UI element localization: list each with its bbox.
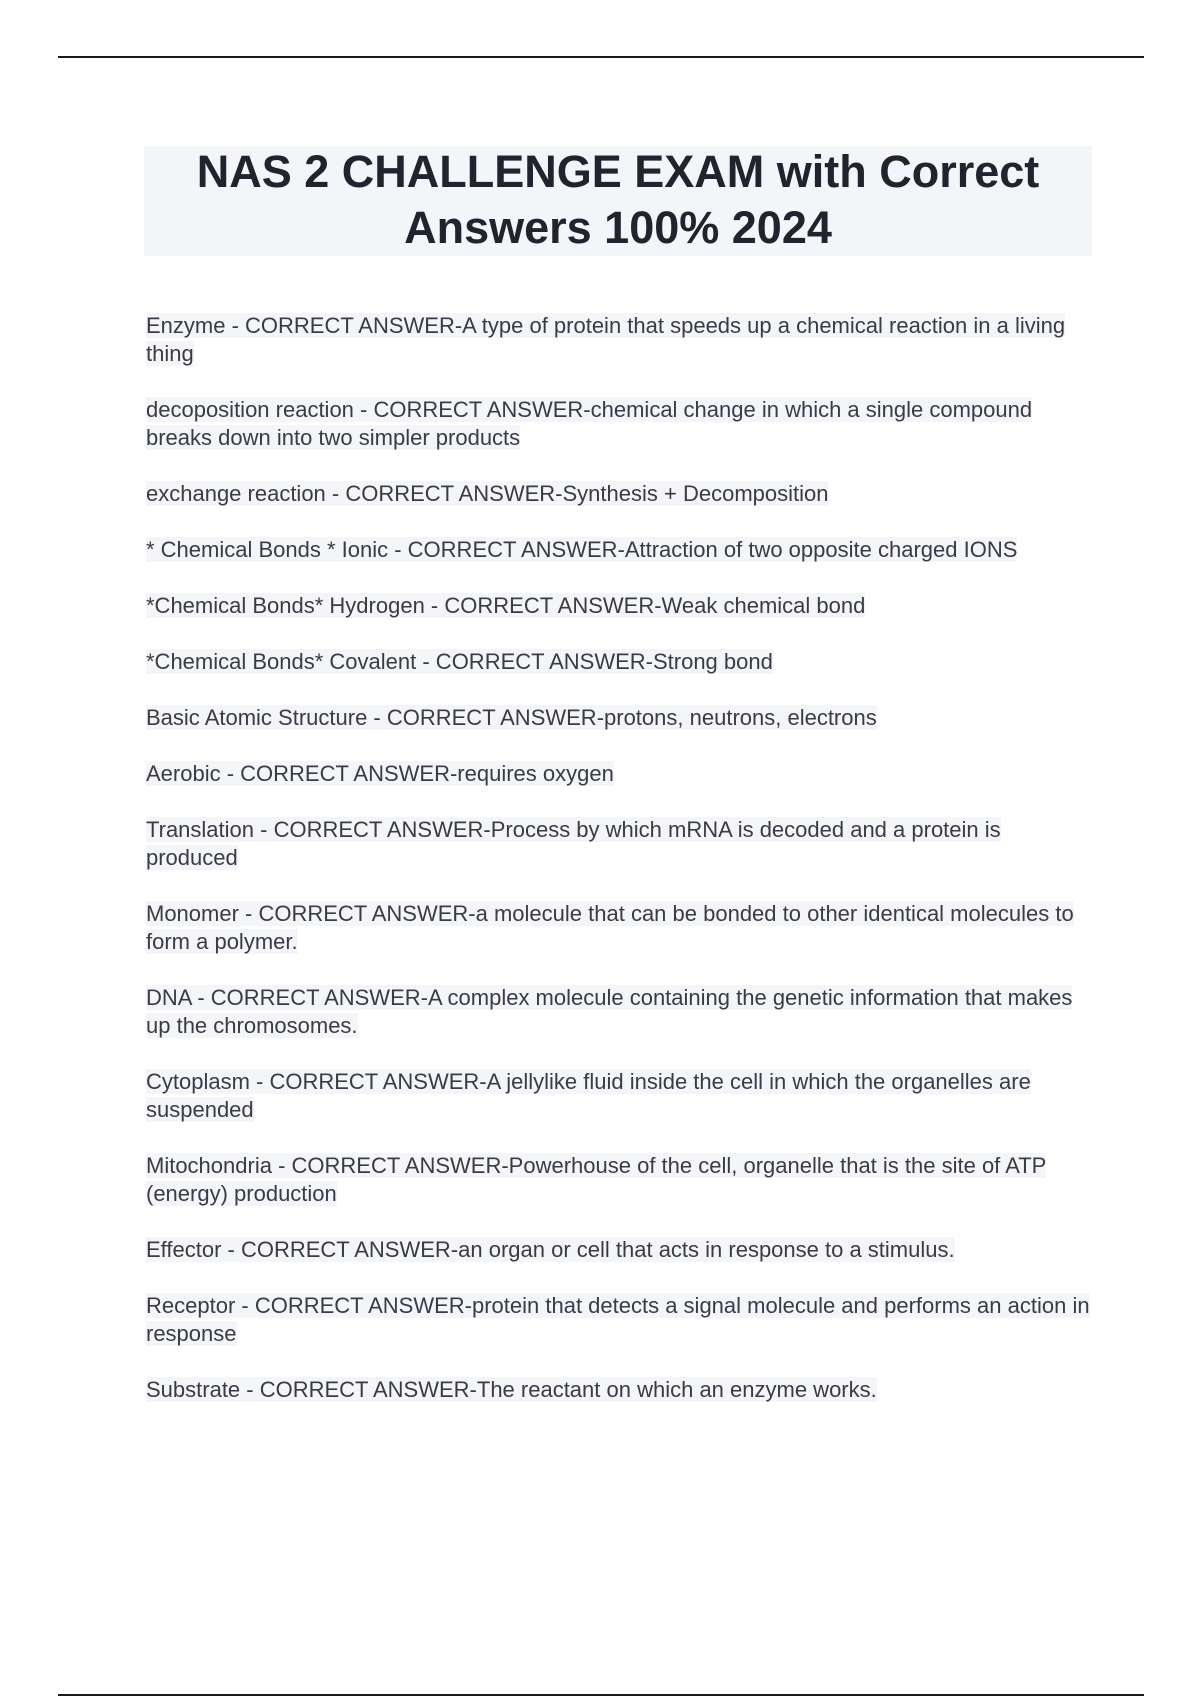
footer-rule (58, 1694, 1144, 1696)
qa-entry-dna (146, 984, 1096, 1040)
qa-entry-cytoplasm (146, 1068, 1096, 1124)
qa-entry-text: Monomer - CORRECT ANSWER-a molecule that can be bonded to other identical molecules to form a polymer. (146, 901, 1074, 954)
qa-entry-mitochondria (146, 1152, 1096, 1208)
qa-entry-text: Mitochondria - CORRECT ANSWER-Powerhouse of the cell, organelle that is the site of ATP (energy) production (146, 1153, 1047, 1206)
qa-entry-text: Aerobic - CORRECT ANSWER-requires oxygen (146, 761, 614, 786)
qa-entry-ionic-bond (146, 536, 1096, 564)
qa-entry-text: *Chemical Bonds* Covalent - CORRECT ANSWER-Strong bond (146, 649, 773, 674)
qa-entry-covalent-bond (146, 648, 1096, 676)
qa-entry-substrate (146, 1376, 1096, 1404)
qa-entry-text: Cytoplasm - CORRECT ANSWER-A jellylike fluid inside the cell in which the organelles are suspended (146, 1069, 1031, 1122)
qa-entry-text: Substrate - CORRECT ANSWER-The reactant on which an enzyme works. (146, 1377, 877, 1402)
qa-entry-text: Basic Atomic Structure - CORRECT ANSWER-protons, neutrons, electrons (146, 705, 877, 730)
qa-entry-enzyme (146, 312, 1096, 368)
qa-entry-receptor (146, 1292, 1096, 1348)
qa-entry-exchange-reaction (146, 480, 1096, 508)
page-title: NAS 2 CHALLENGE EXAM with Correct Answers 100% 2024 (196, 146, 1040, 253)
qa-entry-text: Translation - CORRECT ANSWER-Process by which mRNA is decoded and a protein is produced (146, 817, 1001, 870)
qa-entry-text: Enzyme - CORRECT ANSWER-A type of protein that speeds up a chemical reaction in a living thing (146, 313, 1066, 366)
qa-entry-translation (146, 816, 1096, 872)
qa-entry-hydrogen-bond (146, 592, 1096, 620)
qa-list (146, 312, 1096, 1432)
qa-entry-text: *Chemical Bonds* Hydrogen - CORRECT ANSWER-Weak chemical bond (146, 593, 866, 618)
qa-entry-text: Receptor - CORRECT ANSWER-protein that detects a signal molecule and performs an action in response (146, 1293, 1090, 1346)
qa-entry-aerobic (146, 760, 1096, 788)
qa-entry-text: Effector - CORRECT ANSWER-an organ or cell that acts in response to a stimulus. (146, 1237, 955, 1262)
qa-entry-monomer (146, 900, 1096, 956)
qa-entry-text: DNA - CORRECT ANSWER-A complex molecule containing the genetic information that makes up the chromosomes. (146, 985, 1073, 1038)
qa-entry-atomic-structure (146, 704, 1096, 732)
qa-entry-decomposition-reaction (146, 396, 1096, 452)
qa-entry-text: exchange reaction - CORRECT ANSWER-Synthesis + Decomposition (146, 481, 829, 506)
qa-entry-effector (146, 1236, 1096, 1264)
qa-entry-text: decoposition reaction - CORRECT ANSWER-chemical change in which a single compound breaks down into two simpler products (146, 397, 1033, 450)
qa-entry-text: * Chemical Bonds * Ionic - CORRECT ANSWER-Attraction of two opposite charged IONS (146, 537, 1018, 562)
header-rule (58, 56, 1144, 58)
